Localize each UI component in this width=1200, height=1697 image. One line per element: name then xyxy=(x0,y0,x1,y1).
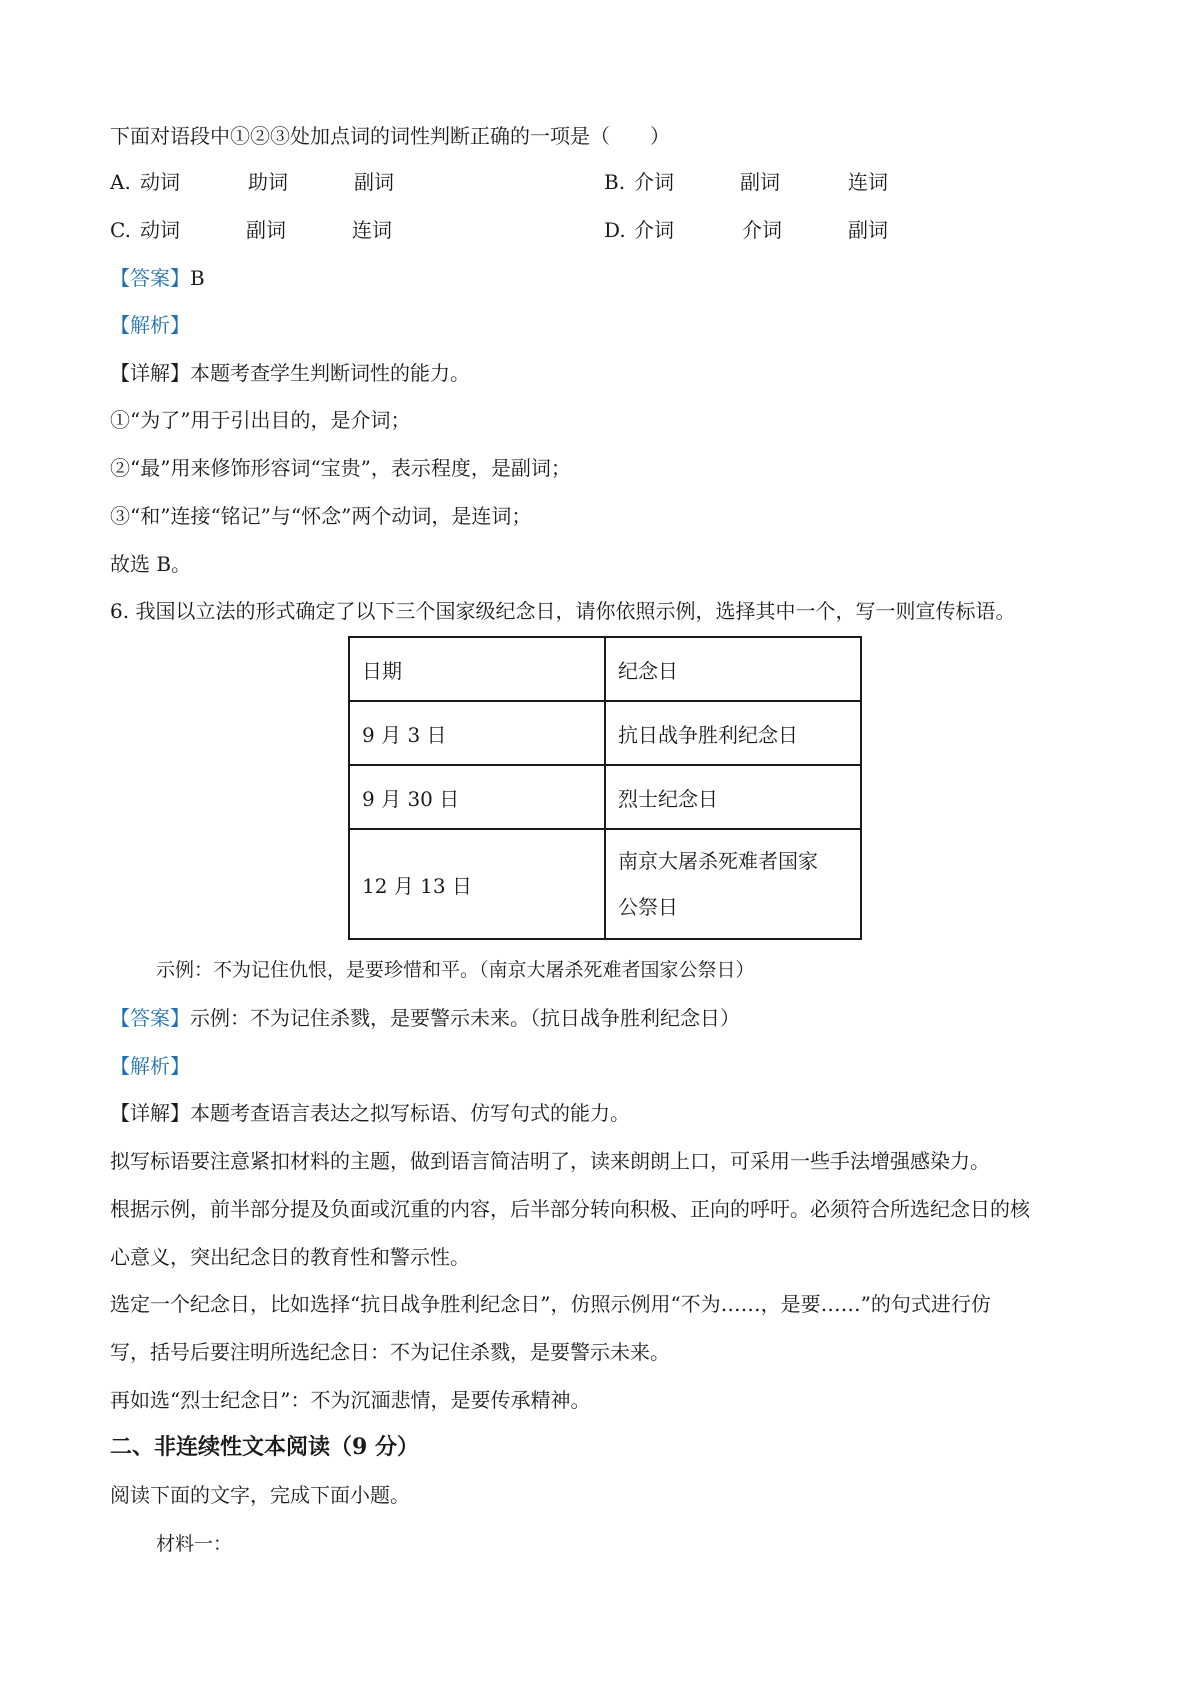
table-cell-day-line: 公祭日 xyxy=(618,895,678,919)
answer-text: B xyxy=(190,266,205,290)
table-header-row xyxy=(349,637,861,701)
option-label: D. xyxy=(604,218,626,242)
q5-analysis-line: ①“为了”用于引出目的，是介词； xyxy=(110,408,411,432)
section-intro: 阅读下面的文字，完成下面小题。 xyxy=(110,1483,410,1507)
q6-analysis-line: 再如选“烈士纪念日”：不为沉湎悲情，是要传承精神。 xyxy=(110,1388,591,1412)
option-word: 副词 xyxy=(354,170,394,194)
option-word: 连词 xyxy=(352,218,392,242)
table-cell-date: 12 月 13 日 xyxy=(349,829,605,939)
table-header-day: 纪念日 xyxy=(605,637,861,701)
q6-analysis-line: 选定一个纪念日，比如选择“抗日战争胜利纪念日”，仿照示例用“不为……，是要……”的句式进行仿 xyxy=(110,1292,991,1316)
q5-stem: 下面对语段中①②③处加点词的词性判断正确的一项是（ ） xyxy=(110,124,670,148)
option-word: 副词 xyxy=(246,218,286,242)
q6-analysis-line: 根据示例，前半部分提及负面或沉重的内容，后半部分转向积极、正向的呼吁。必须符合所选纪念日的核 xyxy=(110,1197,1030,1221)
table-cell-day: 抗日战争胜利纪念日 xyxy=(605,701,861,765)
q5-answer xyxy=(110,264,205,292)
q6-analysis-line: 写，括号后要注明所选纪念日：不为记住杀戮，是要警示未来。 xyxy=(110,1340,670,1364)
memorial-days-table xyxy=(348,636,862,940)
table-cell-day xyxy=(605,829,861,939)
option-word: 助词 xyxy=(248,170,288,194)
q5-analysis-line: ②“最”用来修饰形容词“宝贵”，表示程度，是副词； xyxy=(110,456,571,480)
q6-analysis-tag: 【解析】 xyxy=(110,1054,190,1078)
answer-tag: 【答案】 xyxy=(110,1006,190,1030)
q6-answer xyxy=(110,1004,740,1032)
section-heading: 二、非连续性文本阅读（9 分） xyxy=(110,1434,419,1460)
option-word: 连词 xyxy=(848,170,888,194)
table-row xyxy=(349,701,861,765)
q5-analysis-line: ③“和”连接“铭记”与“怀念”两个动词，是连词； xyxy=(110,504,532,528)
table-cell-date: 9 月 30 日 xyxy=(349,765,605,829)
q6-stem: 6. 我国以立法的形式确定了以下三个国家级纪念日，请你依照示例，选择其中一个，写一则宣传标语。 xyxy=(110,599,1016,623)
q6-analysis-line: 心意义，突出纪念日的教育性和警示性。 xyxy=(110,1245,470,1269)
table-cell-day: 烈士纪念日 xyxy=(605,765,861,829)
table-row xyxy=(349,765,861,829)
answer-tag: 【答案】 xyxy=(110,266,190,290)
q5-detail: 【详解】本题考查学生判断词性的能力。 xyxy=(110,361,470,385)
option-word: 介词 xyxy=(634,218,674,242)
option-label: A. xyxy=(110,170,131,194)
table-cell-day-line: 南京大屠杀死难者国家 xyxy=(618,849,818,873)
table-header-date: 日期 xyxy=(349,637,605,701)
option-label: B. xyxy=(604,170,626,194)
table-row xyxy=(349,829,861,939)
option-label: C. xyxy=(110,218,131,242)
option-word: 介词 xyxy=(634,170,674,194)
q6-detail: 【详解】本题考查语言表达之拟写标语、仿写句式的能力。 xyxy=(110,1101,630,1125)
table-cell-date: 9 月 3 日 xyxy=(349,701,605,765)
q6-example: 示例：不为记住仇恨，是要珍惜和平。（南京大屠杀死难者国家公祭日） xyxy=(156,959,755,981)
option-word: 动词 xyxy=(140,218,180,242)
q5-analysis-tag: 【解析】 xyxy=(110,313,190,337)
material-label: 材料一： xyxy=(156,1533,233,1555)
q6-analysis-line: 拟写标语要注意紧扣材料的主题，做到语言简洁明了，读来朗朗上口，可采用一些手法增强感染力。 xyxy=(110,1149,990,1173)
option-word: 副词 xyxy=(848,218,888,242)
option-word: 动词 xyxy=(140,170,180,194)
answer-text: 示例：不为记住杀戮，是要警示未来。（抗日战争胜利纪念日） xyxy=(190,1006,740,1030)
q5-analysis-line: 故选 B。 xyxy=(110,552,192,576)
option-word: 副词 xyxy=(740,170,780,194)
option-word: 介词 xyxy=(742,218,782,242)
